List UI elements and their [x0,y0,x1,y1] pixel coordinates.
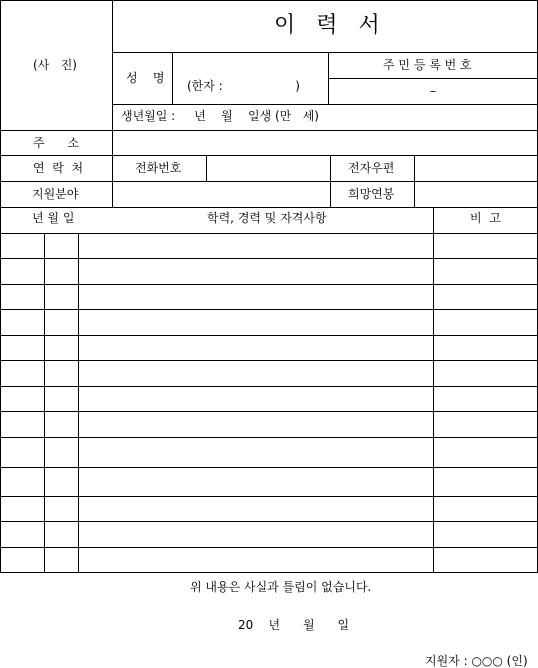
contact-label: 연 락 처 [33,161,84,175]
field-label: 지원분야 [32,187,79,201]
birth-label: 생년월일 : 년 월 일생 (만 세) [121,109,319,123]
field-bottom-line [0,207,538,208]
border-bottom [0,572,538,573]
phone-label: 전화번호 [135,161,182,175]
date-header: 년 월 일 [32,211,75,225]
name-label: 성 명 [126,71,165,85]
history-header-bottom-line [0,233,538,234]
history-row-line [0,335,538,336]
rrn-label: 주 민 등 록 번 호 [383,58,472,72]
remarks-divider [433,207,434,573]
rrn-value: – [430,84,436,98]
email-label: 전자우편 [348,161,395,175]
history-row-line [0,386,538,387]
address-bottom-line [0,155,538,156]
hanja-label: (한자 : ) [187,79,300,93]
name-bottom-line [112,104,538,105]
history-row-line [0,258,538,259]
history-header: 학력, 경력 및 자격사항 [207,211,327,225]
date-line: 20 년 월 일 [238,618,350,632]
email-divider [414,155,415,207]
title-divider [112,52,538,53]
history-row-line [0,437,538,438]
remarks-header: 비 고 [470,211,501,225]
history-row-line [0,360,538,361]
statement-text: 위 내용은 사실과 틀림이 없습니다. [190,580,372,594]
photo-label: (사 진) [33,58,77,72]
contact-mid-divider [330,155,331,207]
address-label: 주 소 [33,136,80,150]
history-row-line [0,467,538,468]
history-row-line [0,521,538,522]
contact-bottom-line [0,181,538,182]
form-title: 이 력 서 [274,13,380,38]
history-row-line [0,496,538,497]
history-row-line [0,411,538,412]
salary-label: 희망연봉 [348,187,395,201]
rrn-mid-line [328,78,538,79]
history-row-line [0,284,538,285]
name-divider [172,52,173,104]
border-left [0,0,1,573]
phone-divider [206,155,207,181]
applicant-signature: 지원자 : ○○○ (인) [425,654,528,668]
history-row-line [0,547,538,548]
border-top [0,0,538,1]
photo-bottom-line [0,130,538,131]
history-row-line [0,309,538,310]
